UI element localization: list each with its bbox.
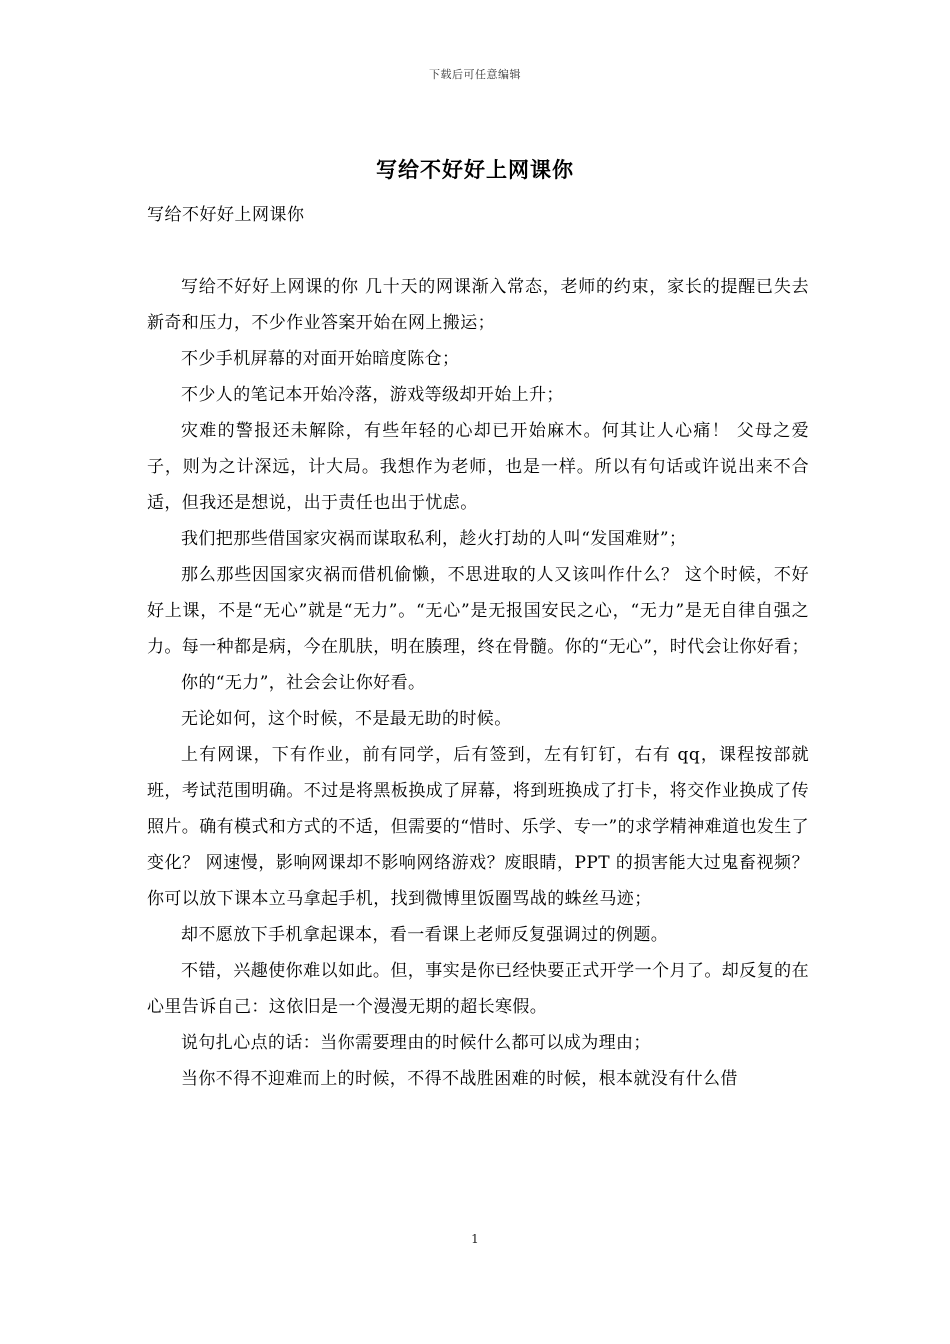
document-title: 写给不好好上网课你 — [376, 157, 574, 182]
page-number: 1 — [471, 1232, 479, 1246]
paragraph: 你的“无力”，社会会让你好看。 — [181, 673, 426, 693]
document-subtitle: 写给不好好上网课你 — [147, 205, 305, 225]
paragraph: 我们把那些借国家灾祸而谋取私利，趁火打劫的人叫“发国难财”； — [181, 529, 687, 549]
paragraph: 当你不得不迎难而上的时候，不得不战胜困难的时候，根本就没有什么借 — [181, 1069, 738, 1089]
paragraph: 却不愿放下手机拿起课本，看一看课上老师反复强调过的例题。 — [181, 925, 669, 945]
paragraph: 无论如何，这个时候，不是最无助的时候。 — [181, 709, 512, 729]
paragraph: 不错，兴趣使你难以如此。但，事实是你已经快要正式开学一个月了。却反复的在心里告诉自己：这依旧是一个漫漫无期的超长寒假。 — [147, 961, 809, 1017]
paragraph: 那么那些因国家灾祸而借机偷懒，不思进取的人又该叫作什么？ 这个时候，不好好上课，不是“无心”就是“无力”。“无心”是无报国安民之心，“无力”是无自律自强之力。每一种都是病，今在肌肤，明在腠理，终在骨髓。你的“无心”，时代会让你好看； — [147, 565, 809, 657]
document-body — [147, 269, 809, 1097]
paragraph: 说句扎心点的话：当你需要理由的时候什么都可以成为理由； — [181, 1033, 651, 1053]
paragraph: 写给不好好上网课的你 几十天的网课渐入常态，老师的约束，家长的提醒已失去新奇和压力，不少作业答案开始在网上搬运； — [147, 277, 809, 333]
header-note: 下载后可任意编辑 — [429, 68, 521, 81]
paragraph: 不少人的笔记本开始冷落，游戏等级却开始上升； — [181, 385, 564, 405]
paragraph: 上有网课，下有作业，前有同学，后有签到，左有钉钉，右有 qq，课程按部就班，考试范围明确。不过是将黑板换成了屏幕，将到班换成了打卡，将交作业换成了传照片。确有模式和方式的不适，但需要的“惜时、乐学、专一”的求学精神难道也发生了变化？ 网速慢，影响网课却不影响网络游戏？废眼睛，PPT 的损害能大过鬼畜视频？你可以放下课本立马拿起手机，找到微博里饭圈骂战的蛛丝马迹； — [147, 745, 809, 909]
paragraph: 灾难的警报还未解除，有些年轻的心却已开始麻木。何其让人心痛！ 父母之爱子，则为之计深远，计大局。我想作为老师，也是一样。所以有句话或许说出来不合适，但我还是想说，出于责任也出于忧虑。 — [147, 421, 809, 513]
paragraph: 不少手机屏幕的对面开始暗度陈仓； — [181, 349, 460, 369]
